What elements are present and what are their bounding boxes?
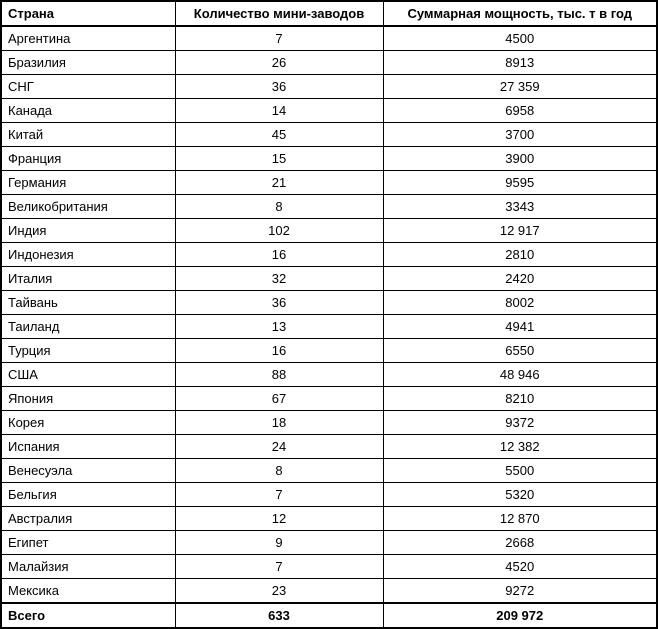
table-row	[1, 579, 657, 604]
table-row	[1, 99, 657, 123]
count-cell: 102	[175, 219, 383, 243]
table-row	[1, 147, 657, 171]
table-row	[1, 363, 657, 387]
count-cell: 18	[175, 411, 383, 435]
country-cell: Италия	[1, 267, 175, 291]
table-row	[1, 387, 657, 411]
table-row	[1, 267, 657, 291]
table-row	[1, 483, 657, 507]
count-cell: 45	[175, 123, 383, 147]
count-cell: 21	[175, 171, 383, 195]
country-cell: Малайзия	[1, 555, 175, 579]
column-header-count: Количество мини-заводов	[175, 1, 383, 26]
count-cell: 9	[175, 531, 383, 555]
capacity-cell: 5320	[383, 483, 657, 507]
capacity-cell: 3900	[383, 147, 657, 171]
country-cell: Бельгия	[1, 483, 175, 507]
count-cell: 8	[175, 459, 383, 483]
country-cell: СНГ	[1, 75, 175, 99]
country-cell: Франция	[1, 147, 175, 171]
capacity-cell: 6958	[383, 99, 657, 123]
capacity-cell: 6550	[383, 339, 657, 363]
capacity-cell: 9595	[383, 171, 657, 195]
country-cell: Аргентина	[1, 26, 175, 51]
country-cell: Испания	[1, 435, 175, 459]
count-cell: 36	[175, 75, 383, 99]
capacity-cell: 8002	[383, 291, 657, 315]
table-row	[1, 315, 657, 339]
total-capacity: 209 972	[383, 603, 657, 628]
capacity-cell: 9272	[383, 579, 657, 604]
table-row	[1, 171, 657, 195]
table-row	[1, 291, 657, 315]
table-row	[1, 75, 657, 99]
count-cell: 16	[175, 339, 383, 363]
country-cell: Индия	[1, 219, 175, 243]
capacity-cell: 8210	[383, 387, 657, 411]
count-cell: 24	[175, 435, 383, 459]
table-row	[1, 531, 657, 555]
capacity-cell: 2810	[383, 243, 657, 267]
country-cell: Бразилия	[1, 51, 175, 75]
capacity-cell: 4520	[383, 555, 657, 579]
table-row	[1, 339, 657, 363]
count-cell: 14	[175, 99, 383, 123]
country-cell: Великобритания	[1, 195, 175, 219]
table-row	[1, 195, 657, 219]
column-header-country: Страна	[1, 1, 175, 26]
table-row	[1, 507, 657, 531]
table-row	[1, 435, 657, 459]
country-cell: Мексика	[1, 579, 175, 604]
capacity-cell: 5500	[383, 459, 657, 483]
country-cell: Япония	[1, 387, 175, 411]
count-cell: 16	[175, 243, 383, 267]
capacity-cell: 12 870	[383, 507, 657, 531]
country-cell: Венесуэла	[1, 459, 175, 483]
capacity-cell: 3343	[383, 195, 657, 219]
count-cell: 15	[175, 147, 383, 171]
capacity-cell: 2668	[383, 531, 657, 555]
count-cell: 36	[175, 291, 383, 315]
capacity-cell: 12 382	[383, 435, 657, 459]
column-header-capacity: Суммарная мощность, тыс. т в год	[383, 1, 657, 26]
count-cell: 7	[175, 26, 383, 51]
count-cell: 7	[175, 483, 383, 507]
total-label: Всего	[1, 603, 175, 628]
capacity-cell: 4500	[383, 26, 657, 51]
country-cell: Тайвань	[1, 291, 175, 315]
count-cell: 8	[175, 195, 383, 219]
header-row	[1, 1, 657, 26]
country-cell: Индонезия	[1, 243, 175, 267]
country-cell: Канада	[1, 99, 175, 123]
table-row	[1, 243, 657, 267]
count-cell: 67	[175, 387, 383, 411]
table-row	[1, 555, 657, 579]
table-row	[1, 459, 657, 483]
capacity-cell: 8913	[383, 51, 657, 75]
total-count: 633	[175, 603, 383, 628]
country-cell: Корея	[1, 411, 175, 435]
capacity-cell: 12 917	[383, 219, 657, 243]
country-cell: Египет	[1, 531, 175, 555]
count-cell: 13	[175, 315, 383, 339]
country-cell: Таиланд	[1, 315, 175, 339]
capacity-cell: 4941	[383, 315, 657, 339]
country-cell: Китай	[1, 123, 175, 147]
count-cell: 23	[175, 579, 383, 604]
total-row	[1, 603, 657, 628]
count-cell: 26	[175, 51, 383, 75]
count-cell: 32	[175, 267, 383, 291]
count-cell: 7	[175, 555, 383, 579]
count-cell: 12	[175, 507, 383, 531]
country-cell: США	[1, 363, 175, 387]
capacity-cell: 2420	[383, 267, 657, 291]
country-cell: Турция	[1, 339, 175, 363]
count-cell: 88	[175, 363, 383, 387]
table-row	[1, 51, 657, 75]
table-row	[1, 411, 657, 435]
table-row	[1, 26, 657, 51]
capacity-cell: 48 946	[383, 363, 657, 387]
country-cell: Германия	[1, 171, 175, 195]
capacity-cell: 27 359	[383, 75, 657, 99]
capacity-cell: 3700	[383, 123, 657, 147]
country-cell: Австралия	[1, 507, 175, 531]
table-row	[1, 123, 657, 147]
capacity-cell: 9372	[383, 411, 657, 435]
table-row	[1, 219, 657, 243]
